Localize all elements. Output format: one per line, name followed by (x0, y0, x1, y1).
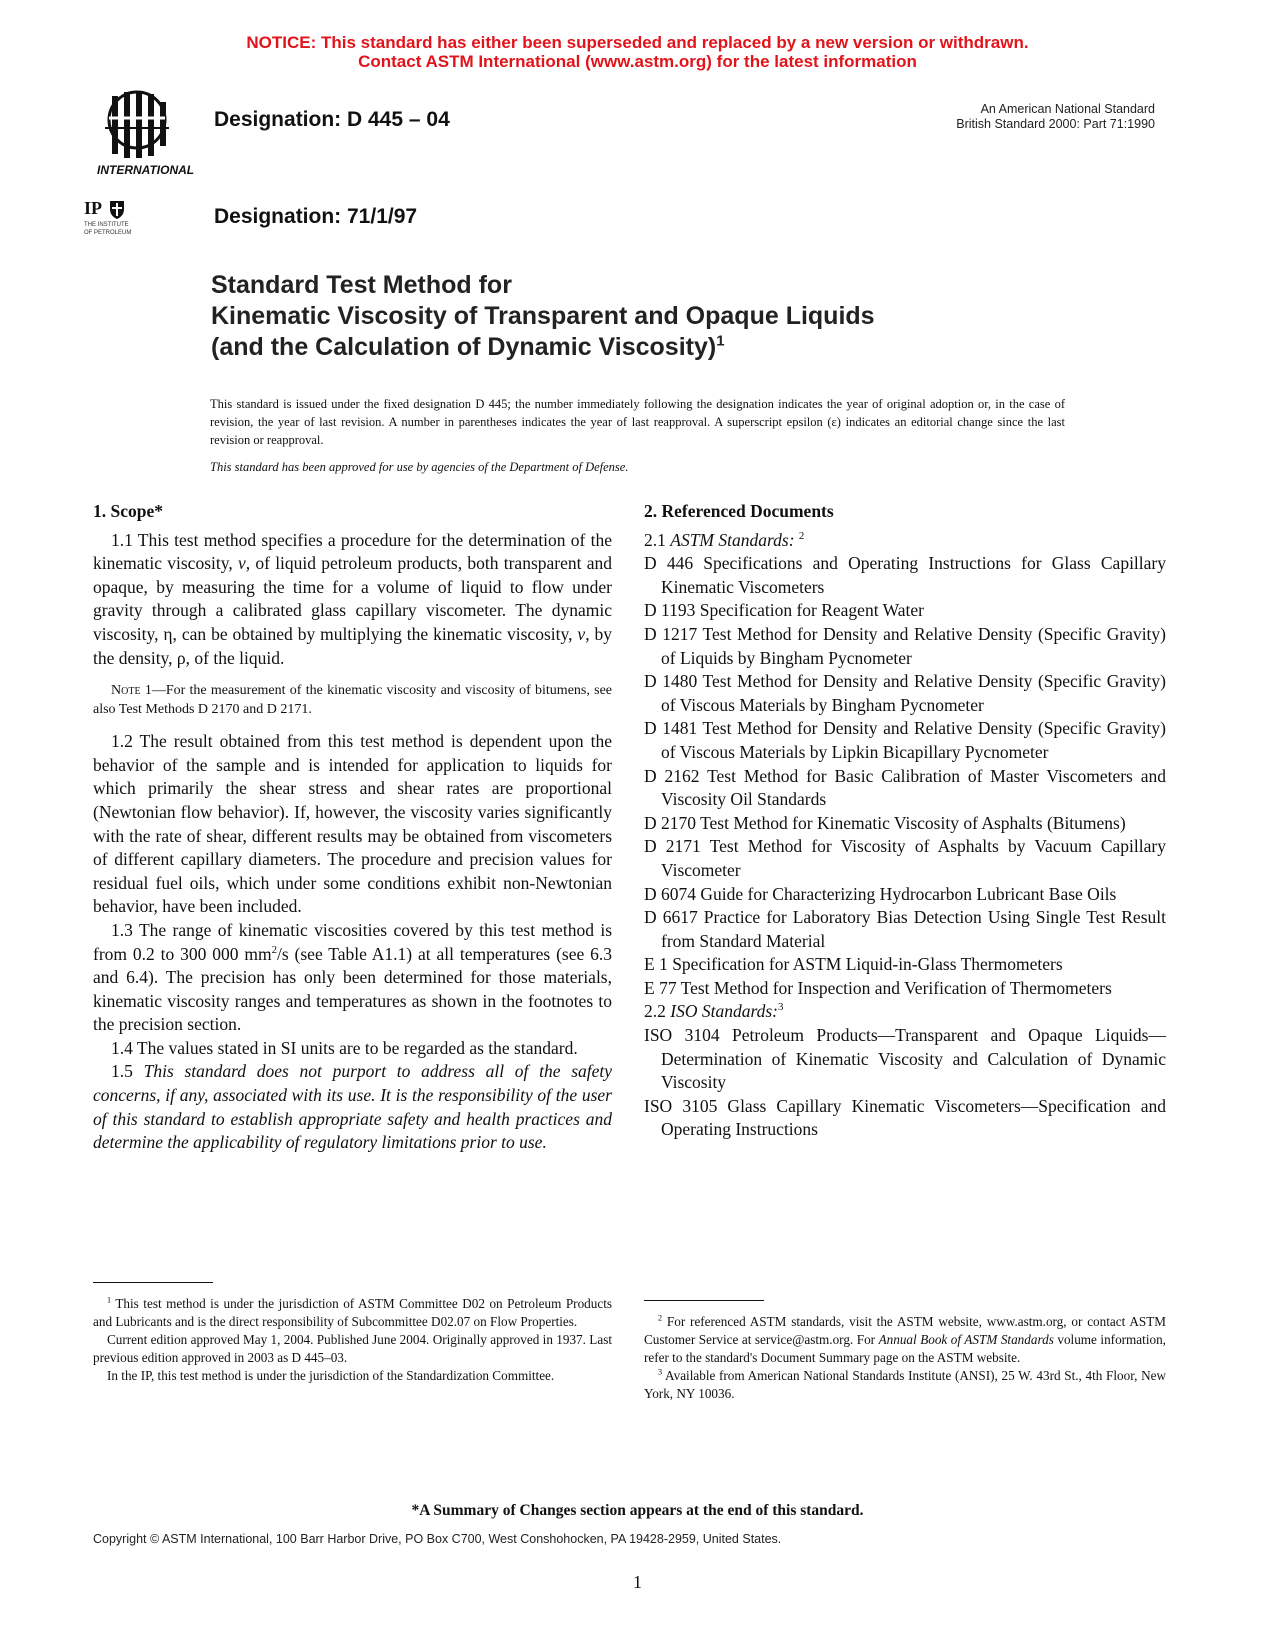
ref-item: D 1480 Test Method for Density and Relative Density (Specific Gravity) of Viscous Materials by Bingham Pycnometer (644, 671, 1166, 715)
notice-line-1: NOTICE: This standard has either been superseded and replaced by a new version or withdrawn. (246, 33, 1029, 52)
squared-mark: 2 (271, 943, 277, 956)
footnote-2-mark: 2 (658, 1313, 663, 1323)
footnote-2-text-a: For referenced ASTM standards, visit the ASTM website, www.astm.org, or contact ASTM Customer Service at service@astm.org. For (644, 1314, 1166, 1347)
title-line-2: Kinematic Viscosity of Transparent and Opaque Liquids (211, 302, 875, 330)
national-line-2: British Standard 2000: Part 71:1990 (956, 117, 1155, 131)
astm-standards-subhead (644, 529, 1166, 553)
title-line-3 (211, 332, 875, 363)
page-number: 1 (633, 1572, 642, 1592)
title-line-3-text: (and the Calculation of Dynamic Viscosity) (211, 333, 717, 361)
footnote-1-mark: 1 (107, 1295, 112, 1305)
national-line-1: An American National Standard (980, 102, 1155, 116)
left-column (93, 500, 612, 1155)
ref-item: D 2171 Test Method for Viscosity of Asphalts by Vacuum Capillary Viscometer (644, 836, 1166, 880)
scope-1-1-text-c: , by the density, ρ, of the liquid. (93, 623, 612, 668)
scope-heading: 1. Scope* (93, 501, 163, 521)
ip-logo-text: IP (84, 198, 102, 218)
nu-symbol: ν (237, 553, 246, 574)
title-footnote-mark: 1 (716, 332, 725, 350)
footnote-1-text: This test method is under the jurisdiction of ASTM Committee D02 on Petroleum Products and Lubricants and is the direct responsibility of Subcommittee D02.07 on Flow Properties. (93, 1296, 612, 1329)
scope-1-5-text: This standard does not purport to address all of the safety concerns, if any, associated with its use. It is the responsibility of the user of this standard to establish appropriate safety and health practices and determine the applicability of regulatory limitations prior to use. (93, 1061, 613, 1153)
national-standard-info (956, 102, 1155, 132)
notice-line-2: Contact ASTM International (www.astm.org) for the latest information (358, 52, 917, 71)
ref-item: D 1193 Specification for Reagent Water (644, 600, 924, 621)
footnote-1-ip: In the IP, this test method is under the jurisdiction of the Standardization Committee. (107, 1368, 555, 1383)
astm-subhead-label: ASTM Standards: (670, 529, 795, 550)
document-title (211, 270, 875, 363)
ref-item: D 1481 Test Method for Density and Relative Density (Specific Gravity) of Viscous Materials by Lipkin Bicapillary Pycnometer (644, 718, 1166, 762)
astm-subhead-number: 2.1 (644, 529, 671, 550)
summary-of-changes-note: *A Summary of Changes section appears at the end of this standard. (411, 1502, 864, 1519)
footnote-3 (644, 1367, 1166, 1403)
scope-note-1 (93, 681, 612, 719)
iso-ref-item: ISO 3104 Petroleum Products—Transparent and Opaque Liquids—Determination of Kinematic Viscosity and Calculation of Dynamic Viscosity (644, 1025, 1166, 1093)
scope-para-1-1 (93, 529, 612, 671)
primary-designation: Designation: D 445 – 04 (214, 108, 450, 131)
title-line-1: Standard Test Method for (211, 271, 512, 299)
note-text: 1—For the measurement of the kinematic viscosity and viscosity of bitumens, see also Test Methods D 2170 and D 2171. (93, 683, 612, 718)
scope-para-1-5 (93, 1060, 612, 1154)
scope-para-1-2: 1.2 The result obtained from this test method is dependent upon the behavior of the sample and is intended for application to liquids for which primarily the shear stress and shear rates are proportional (Newtonian flow behavior). If, however, the viscosity varies significantly with the rate of shear, different results may be obtained from viscometers of different capillary diameters. The procedure and precision values for residual fuel oils, which under some conditions exhibit non-Newtonian behavior, have been included. (93, 731, 612, 917)
institute-of-petroleum-logo (84, 198, 154, 240)
refs-heading: 2. Referenced Documents (644, 501, 834, 521)
scope-1-1-text-a: 1.1 This test method specifies a procedure for the determination of the kinematic viscosity, (93, 529, 612, 574)
scope-para-1-4: 1.4 The values stated in SI units are to be regarded as the standard. (111, 1037, 578, 1058)
footnote-1 (93, 1295, 612, 1331)
ref-item: E 77 Test Method for Inspection and Verification of Thermometers (644, 977, 1112, 998)
nu-symbol: ν (577, 623, 586, 644)
right-column (644, 500, 1166, 1142)
secondary-designation: Designation: 71/1/97 (214, 205, 418, 228)
iso-standards-subhead (644, 1000, 1166, 1024)
astm-subhead-footnote: 2 (798, 529, 805, 542)
footnotes-left (93, 1295, 612, 1385)
astm-logo-text: INTERNATIONAL (97, 163, 195, 177)
astm-international-logo (93, 88, 201, 178)
scope-para-1-3 (93, 919, 612, 1037)
ref-item: E 1 Specification for ASTM Liquid-in-Glass Thermometers (644, 954, 1063, 975)
footnote-1-edition: Current edition approved May 1, 2004. Published June 2004. Originally approved in 1937. Last previous edition approved in 2003 as D 445–03. (93, 1332, 612, 1365)
ref-item: D 1217 Test Method for Density and Relative Density (Specific Gravity) of Liquids by Bingham Pycnometer (644, 623, 1166, 668)
iso-subhead-label: ISO Standards: (670, 1001, 779, 1022)
iso-ref-item: ISO 3105 Glass Capillary Kinematic Viscometers—Specification and Operating Instructions (644, 1095, 1166, 1140)
footnote-2 (644, 1313, 1166, 1367)
copyright-line: Copyright © ASTM International, 100 Barr Harbor Drive, PO Box C700, West Conshohocken, PA 19428-2959, United States. (93, 1532, 782, 1546)
scope-1-3-text-a: 1.3 The range of kinematic viscosities covered by this test method is from 0.2 to 300 000 mm (93, 919, 612, 964)
ref-item: D 6617 Practice for Laboratory Bias Detection Using Single Test Result from Standard Material (644, 907, 1166, 951)
ip-logo-sub1: THE INSTITUTE (84, 222, 129, 228)
footnote-3-text: Available from American National Standards Institute (ANSI), 25 W. 43rd St., 4th Floor, New York, NY 10036. (644, 1368, 1166, 1401)
footnote-rule-left (93, 1282, 213, 1283)
ref-item: D 2162 Test Method for Basic Calibration of Master Viscometers and Viscosity Oil Standards (644, 765, 1166, 810)
iso-subhead-number: 2.2 (644, 1001, 671, 1022)
footnote-3-mark: 3 (658, 1367, 663, 1377)
scope-1-1-text-b: , of liquid petroleum products, both transparent and opaque, by measuring the time for a volume of liquid to flow under gravity through a calibrated glass capillary viscometer. The dynamic viscosity, η, can be obtained by multiplying the kinematic viscosity, (93, 553, 612, 644)
withdrawal-notice (0, 33, 1275, 71)
dod-approval-statement: This standard has been approved for use by agencies of the Department of Defense. (210, 460, 629, 474)
footnote-rule-right (644, 1300, 764, 1301)
issuance-statement: This standard is issued under the fixed designation D 445; the number immediately following the designation indicates the year of original adoption or, in the case of revision, the year of last revision. A number in parentheses indicates the year of last reapproval. A superscript epsilon (ε) indicates an editorial change since the last revision or reapproval. (210, 397, 1065, 447)
ref-item: D 6074 Guide for Characterizing Hydrocarbon Lubricant Base Oils (644, 883, 1117, 904)
iso-subhead-footnote: 3 (778, 1001, 784, 1014)
ref-item: D 446 Specifications and Operating Instructions for Glass Capillary Kinematic Viscometers (644, 553, 1166, 597)
footnote-2-italic: Annual Book of ASTM Standards (878, 1332, 1054, 1347)
footnote-2-text-b: volume information, refer to the standard's Document Summary page on the ASTM website. (644, 1332, 1166, 1365)
scope-1-3-text-b: /s (see Table A1.1) at all temperatures (see 6.3 and 6.4). The precision has only been determined for those materials, kinematic viscosity ranges and temperatures as shown in the footnotes to the precision section. (93, 943, 613, 1035)
ref-item: D 2170 Test Method for Kinematic Viscosity of Asphalts (Bitumens) (644, 812, 1126, 833)
ip-logo-sub2: OF PETROLEUM (84, 230, 132, 236)
note-label: Note (111, 683, 141, 699)
footnotes-right (644, 1313, 1166, 1403)
scope-1-5-number: 1.5 (111, 1061, 144, 1082)
